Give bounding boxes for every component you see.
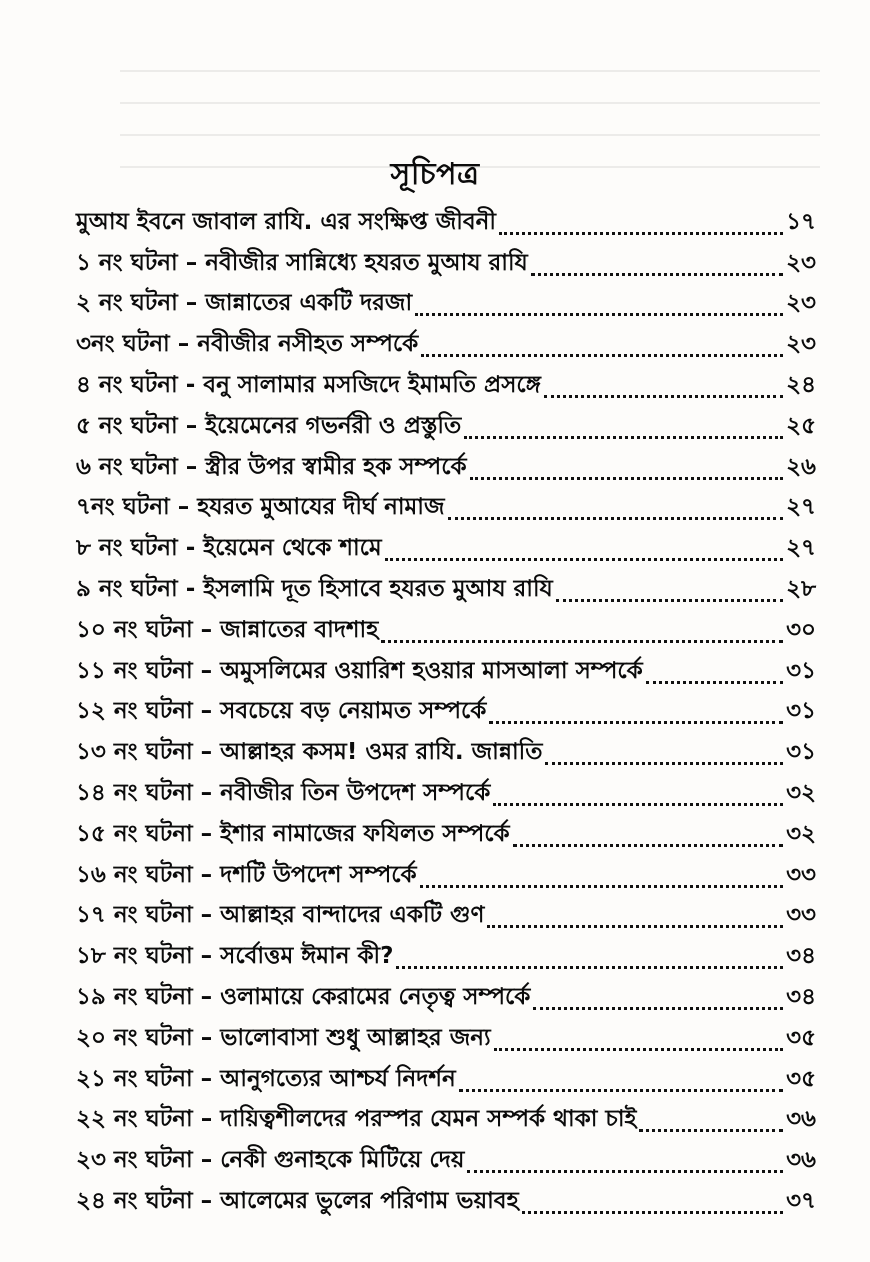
toc-entry-label: ১৯ নং ঘটনা – ওলামায়ে কেরামের নেতৃত্ব সম্পর্কে — [76, 984, 531, 1011]
toc-entry-19[interactable] — [76, 977, 816, 1018]
toc-entry-page: ২৫ — [786, 412, 816, 439]
dot-leader — [493, 793, 783, 806]
dot-leader — [459, 1079, 783, 1092]
toc-entry-0[interactable] — [76, 202, 816, 243]
toc-entry-label: ২০ নং ঘটনা – ভালোবাসা শুধু আল্লাহর জন্য — [76, 1024, 491, 1051]
toc-entry-7[interactable] — [76, 488, 816, 529]
toc-entry-page: ৩১ — [786, 698, 816, 725]
toc-entry-21[interactable] — [76, 1059, 816, 1100]
toc-entry-12[interactable] — [76, 692, 816, 733]
dot-leader — [531, 263, 783, 276]
toc-entry-label: ৭নং ঘটনা – হযরত মুআযের দীর্ঘ নামাজ — [76, 494, 445, 521]
toc-entry-6[interactable] — [76, 447, 816, 488]
dot-leader — [487, 915, 783, 928]
dot-leader — [415, 303, 783, 316]
toc-entry-23[interactable] — [76, 1140, 816, 1181]
toc-entry-label: ১৭ নং ঘটনা – আল্লাহর বান্দাদের একটি গুণ — [76, 902, 485, 929]
toc-entry-14[interactable] — [76, 773, 816, 814]
toc-entry-label: ৫ নং ঘটনা – ইয়েমেনের গভর্নরী ও প্রস্তুতি — [76, 412, 462, 439]
dot-leader — [544, 385, 783, 398]
dot-leader — [639, 1119, 783, 1132]
toc-entry-page: ৩২ — [786, 780, 816, 807]
toc-entry-page: ২৩ — [786, 249, 816, 276]
toc-entry-page: ৩৬ — [786, 1106, 816, 1133]
toc-entry-label: ২২ নং ঘটনা – দায়িত্বশীলদের পরস্পর যেমন সম্পর্ক থাকা চাই — [76, 1106, 637, 1133]
toc-entry-label: ২৪ নং ঘটনা – আলেমের ভুলের পরিণাম ভয়াবহ — [76, 1188, 519, 1215]
dot-leader — [448, 507, 784, 520]
toc-entry-page: ৩০ — [786, 616, 816, 643]
toc-entry-page: ৩৭ — [786, 1188, 816, 1215]
toc-entry-label: ১০ নং ঘটনা – জান্নাতের বাদশাহ — [76, 616, 379, 643]
toc-entry-page: ২৪ — [786, 372, 816, 399]
toc-entry-page: ২৭ — [786, 535, 816, 562]
dot-leader — [494, 1038, 783, 1051]
dot-leader — [421, 344, 783, 357]
toc-entry-11[interactable] — [76, 651, 816, 692]
toc-entry-label: ১ নং ঘটনা – নবীজীর সান্নিধ্যে হযরত মুআয রাযি — [76, 249, 528, 276]
toc-entry-page: ৩৩ — [786, 861, 816, 888]
dot-leader — [420, 875, 783, 888]
toc-entry-page: ৩১ — [786, 739, 816, 766]
toc-entry-label: ১২ নং ঘটনা – সবচেয়ে বড় নেয়ামত সম্পর্কে — [76, 698, 487, 725]
toc-entry-page: ৩৬ — [786, 1147, 816, 1174]
toc-entry-page: ৩৫ — [786, 1065, 816, 1092]
bleed-line — [120, 102, 820, 104]
toc-entry-4[interactable] — [76, 365, 816, 406]
toc-entry-3[interactable] — [76, 324, 816, 365]
dot-leader — [381, 630, 783, 643]
dot-leader — [646, 671, 783, 684]
toc-entry-page: ৩১ — [786, 657, 816, 684]
bleed-line — [120, 70, 820, 72]
toc-entry-1[interactable] — [76, 243, 816, 284]
toc-entry-label: ১৫ নং ঘটনা – ইশার নামাজের ফযিলত সম্পর্কে — [76, 820, 510, 847]
toc-entry-2[interactable] — [76, 284, 816, 325]
dot-leader — [396, 956, 783, 969]
toc-entry-17[interactable] — [76, 896, 816, 937]
toc-entry-24[interactable] — [76, 1181, 816, 1222]
table-of-contents — [76, 202, 816, 1222]
toc-entry-label: ২৩ নং ঘটনা – নেকী গুনাহকে মিটিয়ে দেয় — [76, 1147, 465, 1174]
toc-entry-page: ৩৪ — [786, 984, 816, 1011]
toc-entry-page: ৩৫ — [786, 1024, 816, 1051]
bleed-line — [120, 134, 820, 136]
dot-leader — [545, 752, 783, 765]
toc-entry-8[interactable] — [76, 528, 816, 569]
dot-leader — [470, 467, 784, 480]
toc-entry-9[interactable] — [76, 569, 816, 610]
toc-entry-page: ২৬ — [786, 453, 816, 480]
dot-leader — [556, 589, 783, 602]
toc-entry-label: ১৪ নং ঘটনা – নবীজীর তিন উপদেশ সম্পর্কে — [76, 780, 491, 807]
dot-leader — [467, 1160, 783, 1173]
dot-leader — [464, 426, 783, 439]
dot-leader — [385, 548, 783, 561]
toc-entry-label: মুআয ইবনে জাবাল রাযি. এর সংক্ষিপ্ত জীবনী — [76, 208, 496, 235]
toc-entry-20[interactable] — [76, 1018, 816, 1059]
dot-leader — [489, 711, 783, 724]
toc-entry-label: ৩নং ঘটনা – নবীজীর নসীহত সম্পর্কে — [76, 331, 419, 358]
toc-entry-label: ১৮ নং ঘটনা – সর্বোত্তম ঈমান কী? — [76, 943, 394, 970]
toc-entry-18[interactable] — [76, 936, 816, 977]
page-title: সূচিপত্র — [390, 157, 480, 192]
dot-leader — [533, 997, 783, 1010]
toc-entry-label: ২ নং ঘটনা – জান্নাতের একটি দরজা — [76, 290, 413, 317]
toc-entry-5[interactable] — [76, 406, 816, 447]
toc-entry-10[interactable] — [76, 610, 816, 651]
toc-entry-22[interactable] — [76, 1100, 816, 1141]
dot-leader — [522, 1201, 783, 1214]
toc-entry-label: ৯ নং ঘটনা - ইসলামি দূত হিসাবে হযরত মুআয রাযি — [76, 576, 553, 603]
toc-entry-page: ৩২ — [786, 820, 816, 847]
toc-entry-label: ২১ নং ঘটনা – আনুগত্যের আশ্চর্য নিদর্শন — [76, 1065, 456, 1092]
toc-entry-15[interactable] — [76, 814, 816, 855]
toc-entry-label: ৪ নং ঘটনা - বনু সালামার মসজিদে ইমামতি প্রসঙ্গে — [76, 372, 541, 399]
toc-entry-label: ৬ নং ঘটনা – স্ত্রীর উপর স্বামীর হক সম্পর্কে — [76, 453, 467, 480]
toc-entry-page: ২৩ — [786, 331, 816, 358]
toc-entry-page: ৩৩ — [786, 902, 816, 929]
dot-leader — [513, 834, 784, 847]
toc-entry-16[interactable] — [76, 855, 816, 896]
toc-entry-13[interactable] — [76, 732, 816, 773]
dot-leader — [499, 222, 783, 235]
toc-entry-page: ২৩ — [786, 290, 816, 317]
toc-entry-label: ৮ নং ঘটনা - ইয়েমেন থেকে শামে — [76, 535, 382, 562]
toc-entry-label: ১৩ নং ঘটনা – আল্লাহর কসম! ওমর রাযি. জান্নাতি — [76, 739, 543, 766]
toc-entry-label: ১১ নং ঘটনা – অমুসলিমের ওয়ারিশ হওয়ার মাসআলা সম্পর্কে — [76, 657, 643, 684]
toc-entry-page: ৩৪ — [786, 943, 816, 970]
toc-entry-page: ২৮ — [786, 576, 816, 603]
toc-entry-page: ২৭ — [786, 494, 816, 521]
toc-entry-page: ১৭ — [786, 208, 816, 235]
toc-entry-label: ১৬ নং ঘটনা – দশটি উপদেশ সম্পর্কে — [76, 861, 417, 888]
